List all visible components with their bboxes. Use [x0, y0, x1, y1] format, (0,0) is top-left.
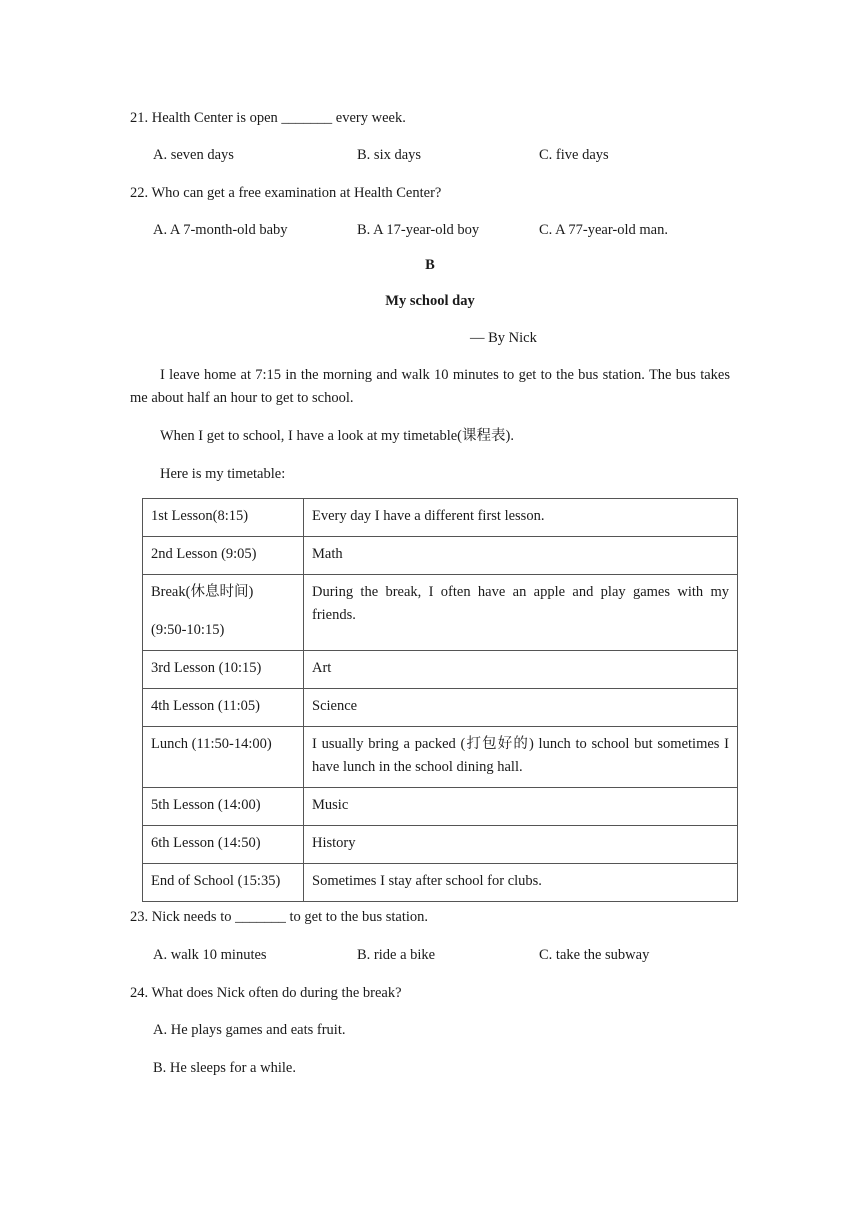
question-21-option-a: A. seven days — [153, 147, 234, 163]
timetable-detail-cell: During the break, I often have an apple and play games with my friends. — [304, 575, 738, 651]
table-row — [143, 788, 738, 826]
passage-paragraph-3: Here is my timetable: — [160, 466, 286, 482]
table-row — [143, 689, 738, 727]
timetable-detail-cell: Sometimes I stay after school for clubs. — [304, 864, 738, 902]
table-row — [143, 864, 738, 902]
question-23-option-a: A. walk 10 minutes — [153, 947, 267, 963]
passage-paragraph-2: When I get to school, I have a look at my timetable(课程表). — [160, 428, 514, 444]
table-row — [143, 651, 738, 689]
table-row — [143, 826, 738, 864]
passage-paragraph-1: I leave home at 7:15 in the morning and walk 10 minutes to get to the bus station. The bus takes me about half an hour to get to school. — [130, 367, 730, 406]
table-row — [143, 537, 738, 575]
timetable-detail-cell: Every day I have a different first lesson. — [304, 499, 738, 537]
question-21-option-c: C. five days — [539, 147, 609, 163]
timetable-time-label: Break(休息时间) — [151, 584, 254, 600]
question-22: 22. Who can get a free examination at Health Center? — [130, 185, 442, 201]
timetable-time-cell: 4th Lesson (11:05) — [143, 689, 304, 727]
timetable-detail-cell: Science — [304, 689, 738, 727]
timetable-time-cell: Lunch (11:50-14:00) — [143, 727, 304, 788]
table-row — [143, 727, 738, 788]
table-row — [143, 575, 738, 651]
timetable-time-cell: 2nd Lesson (9:05) — [143, 537, 304, 575]
timetable-time-cell: 6th Lesson (14:50) — [143, 826, 304, 864]
passage-title: My school day — [385, 293, 475, 309]
question-24-option-a: A. He plays games and eats fruit. — [153, 1022, 346, 1038]
timetable-time-cell: 3rd Lesson (10:15) — [143, 651, 304, 689]
timetable-time-cell: 1st Lesson(8:15) — [143, 499, 304, 537]
question-22-option-b: B. A 17-year-old boy — [357, 222, 480, 238]
timetable-detail-cell: Art — [304, 651, 738, 689]
question-24-option-b: B. He sleeps for a while. — [153, 1060, 296, 1076]
timetable-detail-cell: I usually bring a packed (打包好的) lunch to school but sometimes I have lunch in the school dining hall. — [304, 727, 738, 788]
question-22-option-a: A. A 7-month-old baby — [153, 222, 288, 238]
timetable-time-cell: 5th Lesson (14:00) — [143, 788, 304, 826]
question-24: 24. What does Nick often do during the break? — [130, 985, 402, 1001]
question-22-option-c: C. A 77-year-old man. — [539, 222, 668, 238]
question-23: 23. Nick needs to _______ to get to the bus station. — [130, 909, 429, 925]
table-row — [143, 499, 738, 537]
section-letter: B — [425, 257, 435, 273]
timetable-detail-cell: Music — [304, 788, 738, 826]
question-21-option-b: B. six days — [357, 147, 422, 163]
timetable-detail-cell: History — [304, 826, 738, 864]
question-23-option-c: C. take the subway — [539, 947, 650, 963]
timetable — [142, 498, 738, 902]
timetable-time-range: (9:50-10:15) — [151, 622, 225, 638]
timetable-detail-cell: Math — [304, 537, 738, 575]
question-21: 21. Health Center is open _______ every week. — [130, 110, 406, 126]
timetable-time-cell — [143, 575, 304, 651]
question-23-option-b: B. ride a bike — [357, 947, 436, 963]
passage-author: — By Nick — [470, 330, 537, 346]
timetable-time-cell: End of School (15:35) — [143, 864, 304, 902]
